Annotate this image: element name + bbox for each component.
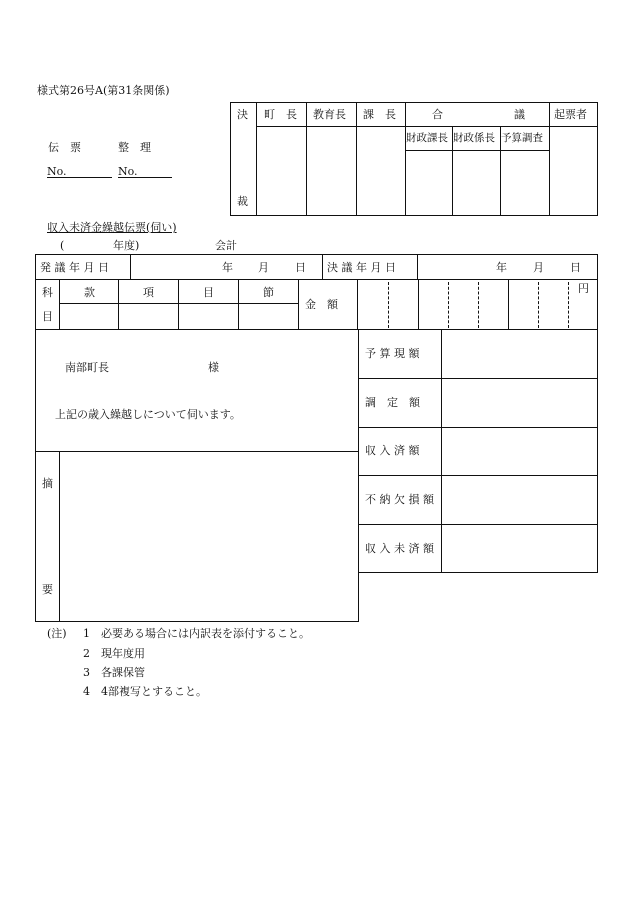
form-id: 様式第26号A(第31条関係)	[37, 84, 170, 97]
note-number: 1	[83, 627, 90, 640]
hatsugi-nen: 年	[222, 261, 233, 274]
note-number: 2	[83, 647, 90, 660]
kamoku-label-top: 科	[42, 286, 53, 299]
approval-col-kyouikuchou: 教育長	[313, 108, 346, 121]
form-title: 収入未済金繰越伝票(伺い)	[47, 221, 177, 234]
shunyu-misai-gaku-label: 収 入 未 済 額	[365, 542, 434, 555]
approval-gou: 合	[432, 108, 443, 121]
tekiyo-label-top: 摘	[42, 477, 53, 490]
note-text: 各課保管	[101, 666, 145, 679]
addressee: 南部町長	[65, 361, 109, 374]
kou-label: 項	[143, 286, 154, 299]
hatsugi-tsuki: 月	[258, 261, 269, 274]
year-close: 年度)	[113, 239, 140, 252]
kessai-tsuki: 月	[533, 261, 544, 274]
denpyo-label: 伝 票	[48, 141, 81, 154]
message-text: 上記の歳入繰越しについて伺います。	[55, 408, 241, 421]
kaikei-label: 会計	[215, 239, 237, 252]
sama-label: 様	[208, 361, 219, 374]
kingaku-label: 金 額	[305, 298, 338, 311]
notes-prefix: (注)	[47, 627, 67, 640]
approval-sub-zaiseikakarichou: 財政係長	[453, 132, 495, 144]
kessai-hi: 日	[570, 261, 581, 274]
choutei-gaku-label: 調 定 額	[365, 396, 420, 409]
approval-side-top: 決	[237, 108, 248, 121]
note-number: 3	[83, 666, 90, 679]
note-number: 4	[83, 685, 90, 698]
approval-col-kihyo: 起票者	[554, 108, 587, 121]
shunyuzumi-gaku-label: 収 入 済 額	[365, 444, 420, 457]
en-label: 円	[578, 282, 589, 295]
approval-sub-zaiseikachou: 財政課長	[406, 132, 448, 144]
approval-col-kachou: 課 長	[363, 108, 396, 121]
hatsugi-label: 発 議 年 月 日	[40, 261, 109, 274]
funou-kesson-gaku-label: 不 納 欠 損 額	[365, 493, 434, 506]
approval-gi: 議	[514, 108, 525, 121]
yosan-gengaku-label: 予 算 現 額	[365, 347, 420, 360]
note-text: 必要ある場合には内訳表を添付すること。	[101, 627, 310, 640]
note-text: 4部複写とすること。	[101, 685, 207, 698]
seiri-no: No.	[118, 165, 138, 178]
tekiyo-label-bottom: 要	[42, 583, 53, 596]
year-open: (	[60, 239, 65, 252]
note-text: 現年度用	[101, 647, 145, 660]
kessai-label: 決 議 年 月 日	[327, 261, 396, 274]
moku-label: 目	[203, 286, 214, 299]
approval-sub-yosanchousa: 予算調査	[501, 132, 543, 144]
kan-label: 款	[84, 286, 95, 299]
approval-col-chou: 町 長	[264, 108, 297, 121]
setsu-label: 節	[263, 286, 274, 299]
denpyo-no: No.	[47, 165, 67, 178]
approval-side-bottom: 裁	[237, 195, 248, 208]
kessai-nen: 年	[496, 261, 507, 274]
kamoku-label-bottom: 目	[42, 310, 53, 323]
seiri-label: 整 理	[118, 141, 151, 154]
hatsugi-hi: 日	[295, 261, 306, 274]
